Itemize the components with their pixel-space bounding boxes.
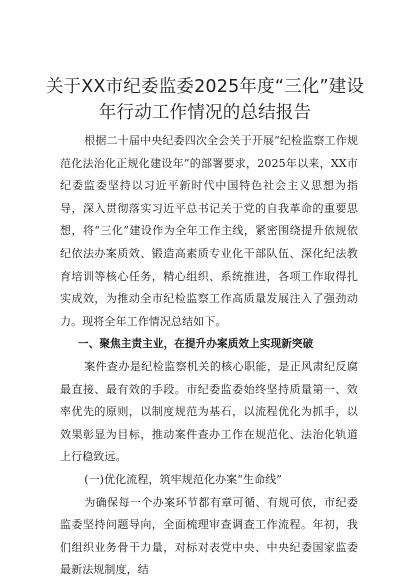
document-title bbox=[30, 74, 380, 126]
subsection-1-heading: (一)优化流程，筑牢规范化办案“生命线” bbox=[84, 472, 283, 486]
title-line-2: 年行动工作情况的总结报告 bbox=[98, 103, 312, 123]
section-1-heading: 一、聚焦主责主业，在提升办案质效上实现新突破 bbox=[78, 338, 314, 351]
document-body bbox=[60, 130, 358, 580]
subsection-1-paragraph: 为确保每一个办案环节都有章可循、有规可依，市纪委监委坚持问题导向，全面梳理审查调查工作流程。年初，我们组织业务骨干力量，对标对表党中央、中央纪委国家监委最新法规制度，结 bbox=[60, 495, 358, 577]
section-1-paragraph: 案件查办是纪检监察机关的核心职能，是正风肃纪反腐最直接、最有效的手段。市纪委监委始终坚持质量第一、效率优先的原则，以制度规范为基石，以流程优化为抓手，以效果彰显为目标，推动案件查办工作在规范化、法治化轨道上行稳致远。 bbox=[60, 359, 358, 464]
intro-paragraph: 根据二十届中央纪委四次全会关于开展“纪检监察工作规范化法治化正规化建设年”的部署要求，2025年以来，XX市纪委监委坚持以习近平新时代中国特色社会主义思想为指导，深入贯彻落实习近平总书记关于党的自我革命的重要思想，将“三化”建设作为全年工作主线，紧密围绕提升依规依纪依法办案质效、锻造高素质专业化干部队伍、深化纪法教育培训等核心任务，精心组织、系统推进，各项工作取得扎实成效，为推动全市纪检监察工作高质量发展注入了强劲动力。现将全年工作情况总结如下。 bbox=[60, 134, 358, 328]
title-line-1: 关于XX市纪委监委2025年度“三化”建设 bbox=[45, 77, 365, 97]
